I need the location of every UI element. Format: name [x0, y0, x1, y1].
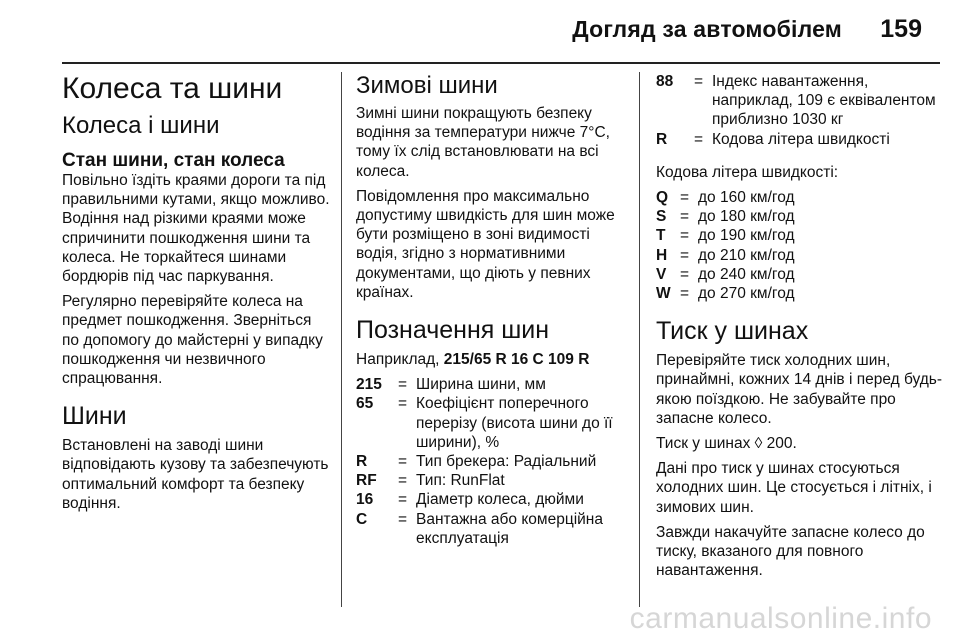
def-value: Ширина шини, мм	[416, 376, 546, 394]
list-item	[656, 207, 946, 226]
section-heading-winter-tires: Зимові шини	[356, 72, 498, 99]
list-item	[656, 226, 946, 245]
def-eq: =	[680, 208, 690, 226]
def-value: до 270 км/год	[698, 285, 795, 303]
list-item	[356, 471, 628, 490]
def-eq: =	[680, 285, 690, 303]
def-eq: =	[398, 491, 408, 509]
list-item	[356, 452, 628, 471]
def-key: W	[656, 285, 671, 303]
column-3	[656, 72, 946, 586]
def-value: Індекс навантаження, наприклад, 109 є еквівалентом приблизно 1030 кг	[712, 73, 936, 129]
chapter-heading: Колеса та шини	[62, 72, 283, 105]
paragraph: Повідомлення про максимально допустиму швидкість для шин може бути розміщено в зоні видимості водія, згідно з нормативними документами, що діють у певних країнах.	[356, 187, 615, 301]
paragraph: Повільно їздіть краями дороги та під правильними кутами, якщо можливо. Водіння над різкими краями може спричинити пошкодження шини та колеса. Не торкайтеся шинами бордюрів під час паркування.	[62, 172, 330, 286]
list-item	[656, 130, 946, 149]
def-value: до 210 км/год	[698, 246, 795, 264]
def-key: T	[656, 227, 666, 245]
def-key: R	[656, 130, 668, 148]
section-heading-wheels-tires: Колеса і шини	[62, 112, 220, 139]
def-eq: =	[680, 265, 690, 283]
def-value: до 160 км/год	[698, 189, 795, 207]
page-header	[0, 0, 960, 62]
paragraph: Регулярно перевіряйте колеса на предмет пошкодження. Зверніться по допомогу до майстерні у випадку пошкодження чи незвичного спрацювання.	[62, 293, 323, 388]
def-key: S	[656, 208, 667, 226]
def-key: V	[656, 265, 667, 283]
speed-code-title: Кодова літера швидкості:	[656, 163, 839, 181]
designation-list	[356, 375, 628, 548]
def-value: Діаметр колеса, дюйми	[416, 491, 584, 509]
def-value: до 240 км/год	[698, 265, 795, 283]
def-value: до 190 км/год	[698, 227, 795, 245]
def-value: Кодова літера швидкості	[712, 130, 890, 148]
def-value: Тип брекера: Радіальний	[416, 453, 597, 471]
def-key: R	[356, 453, 368, 471]
list-item	[356, 375, 628, 394]
list-item	[356, 510, 628, 548]
column-divider-1	[341, 72, 342, 607]
column-divider-2	[639, 72, 640, 607]
page-number: 159	[880, 15, 922, 43]
list-item	[356, 394, 628, 452]
list-item	[356, 490, 628, 509]
def-eq: =	[680, 246, 690, 264]
list-item	[656, 72, 946, 130]
column-1	[62, 72, 332, 519]
section-heading-tire-designation: Позначення шин	[356, 316, 550, 345]
list-item	[656, 265, 946, 284]
def-key: H	[656, 246, 668, 264]
def-value: Тип: RunFlat	[416, 472, 505, 490]
example-line	[356, 350, 628, 369]
def-value: Вантажна або комерційна експлуатація	[416, 510, 603, 547]
column-2	[356, 72, 628, 554]
header-divider	[62, 62, 940, 64]
def-key: 88	[656, 73, 674, 90]
def-key: 215	[356, 376, 382, 394]
subheading-condition: Стан шини, стан колеса	[62, 150, 285, 171]
watermark: carmanualsonline.info	[629, 602, 932, 635]
def-value: Коефіцієнт поперечного перерізу (висота шини до її ширини), %	[416, 395, 613, 451]
def-eq: =	[694, 130, 704, 148]
def-eq: =	[398, 395, 408, 413]
paragraph: Завжди накачуйте запасне колесо до тиску, вказаного для повного навантаження.	[656, 523, 925, 580]
paragraph: Зимні шини покращують безпеку водіння за температури нижче 7°C, тому їх слід встановлювати на всі колеса.	[356, 105, 610, 180]
def-eq: =	[694, 73, 704, 90]
def-key: C	[356, 510, 368, 528]
example-code: 215/65 R 16 C 109 R	[443, 351, 590, 369]
def-eq: =	[398, 510, 408, 528]
list-item	[656, 246, 946, 265]
paragraph: Дані про тиск у шинах стосуються холодних шин. Це стосується і літніх, і зимових шин.	[656, 460, 932, 516]
speed-code-list	[656, 188, 946, 303]
section-title: Догляд за автомобілем	[572, 16, 842, 42]
paragraph: Тиск у шинах ◊ 200.	[656, 435, 797, 453]
def-eq: =	[398, 376, 408, 394]
def-key: RF	[356, 472, 377, 490]
def-key: 16	[356, 491, 374, 509]
list-item	[656, 284, 946, 303]
example-label: Наприклад,	[356, 351, 440, 369]
def-value: до 180 км/год	[698, 208, 795, 226]
def-eq: =	[680, 227, 690, 245]
def-eq: =	[398, 472, 408, 490]
def-key: 65	[356, 395, 374, 413]
def-key: Q	[656, 189, 669, 207]
list-item	[656, 188, 946, 207]
index-list	[656, 72, 946, 149]
def-eq: =	[680, 189, 690, 207]
paragraph: Встановлені на заводі шини відповідають кузову та забезпечують оптимальний комфорт та безпеку водіння.	[62, 437, 329, 512]
section-heading-tire-pressure: Тиск у шинах	[656, 317, 809, 346]
def-eq: =	[398, 453, 408, 471]
section-heading-tires: Шини	[62, 402, 127, 431]
paragraph: Перевіряйте тиск холодних шин, принаймні, кожних 14 днів і перед будь-якою поїздкою. Не забувайте про запасне колесо.	[656, 352, 943, 427]
